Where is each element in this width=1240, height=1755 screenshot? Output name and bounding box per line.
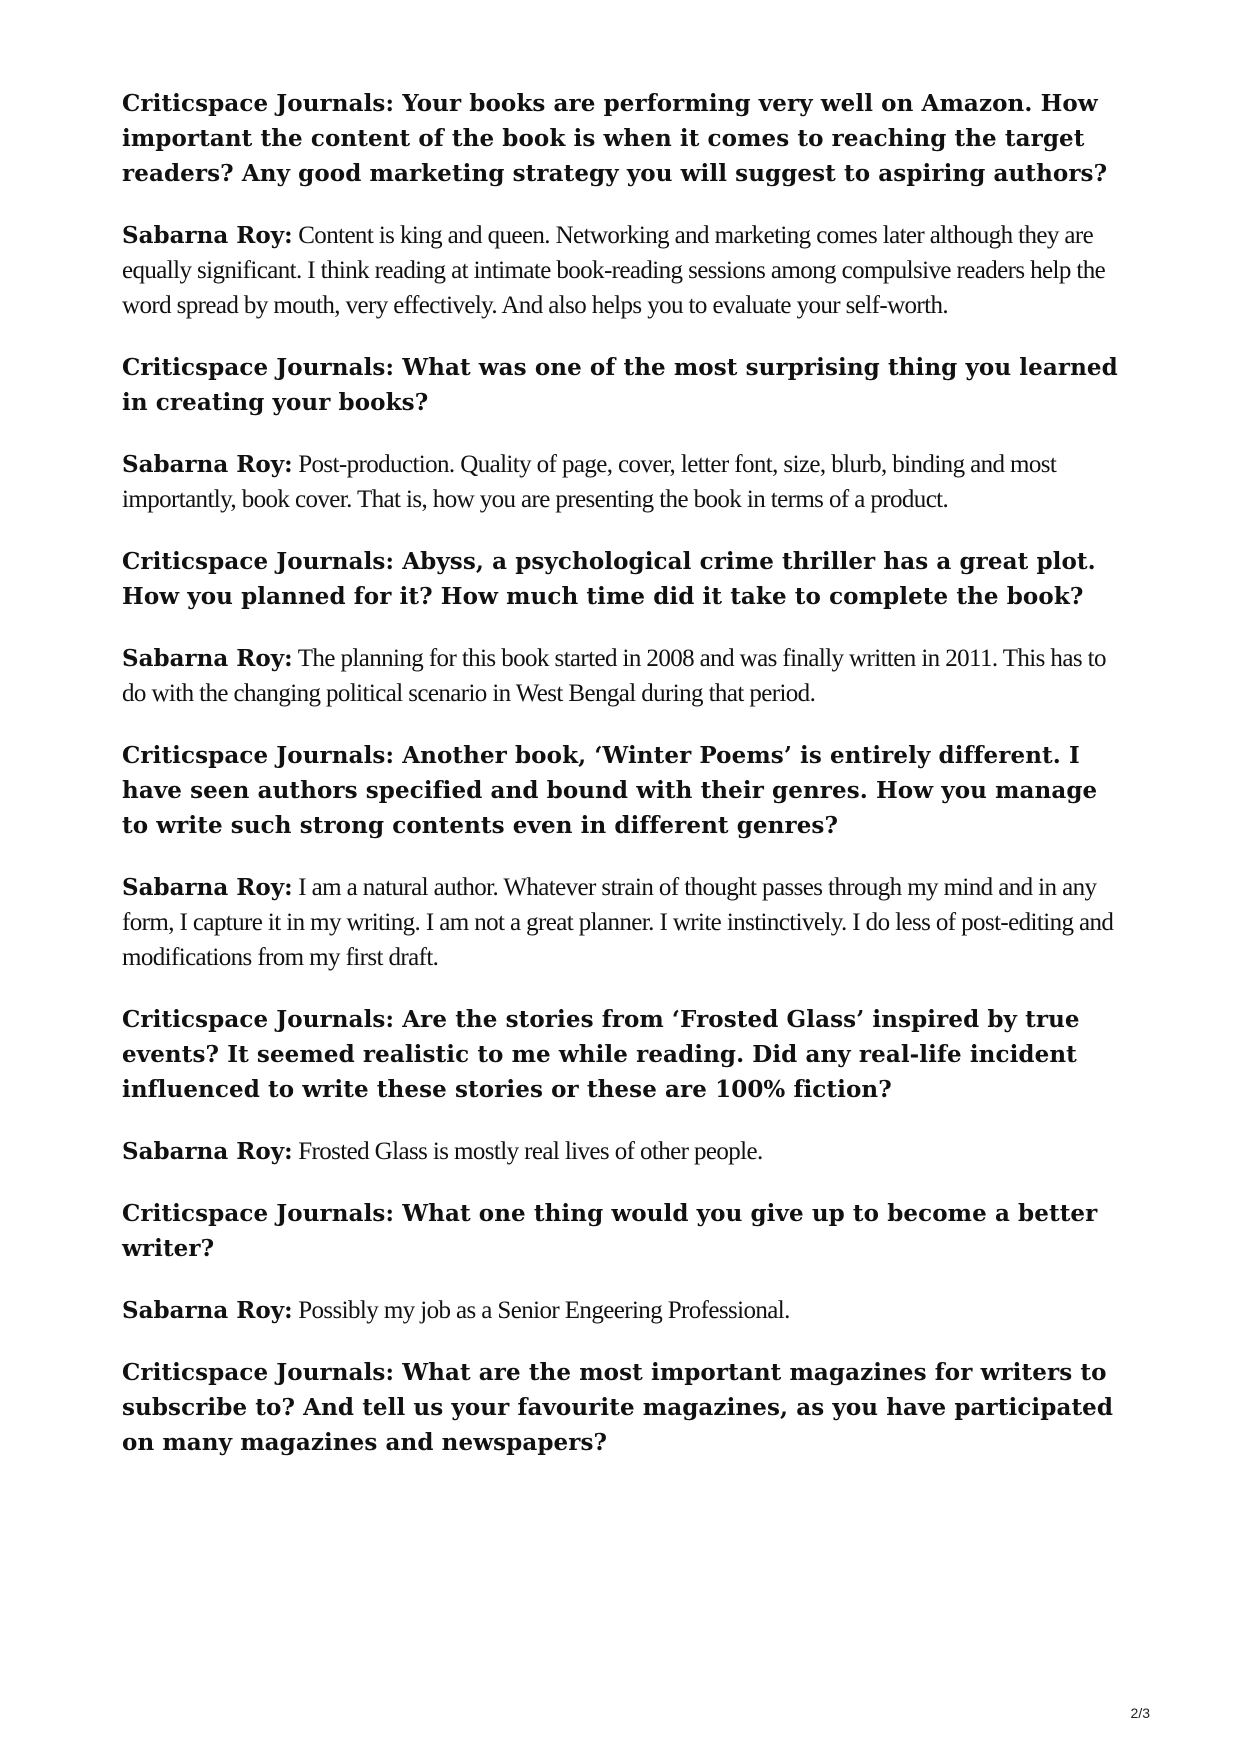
answer-speaker: Sabarna Roy: xyxy=(122,874,293,901)
interview-answer xyxy=(122,447,1122,517)
answer-text: Content is king and queen. Networking and marketing comes later although they are equally significant. I think reading at intimate book-reading sessions among compulsive readers help the word spread by mouth, very effectively. And also helps you to evaluate your self-worth. xyxy=(122,222,1106,319)
question-text: Your books are performing very well on Amazon. How important the content of the book is when it comes to reaching the target readers? Any good marketing strategy you will suggest to aspiring authors? xyxy=(122,90,1108,187)
interview-answer xyxy=(122,1293,1122,1328)
interview-question xyxy=(122,738,1122,843)
question-text: What one thing would you give up to become a better writer? xyxy=(122,1200,1098,1262)
answer-speaker: Sabarna Roy: xyxy=(122,222,293,249)
interview-question xyxy=(122,86,1122,191)
interview-question xyxy=(122,1196,1122,1266)
question-speaker: Criticspace Journals: xyxy=(122,1359,395,1386)
answer-text: Post-production. Quality of page, cover, letter font, size, blurb, binding and most importantly, book cover. That is, how you are presenting the book in terms of a product. xyxy=(122,451,1057,513)
question-text: Are the stories from ‘Frosted Glass’ inspired by true events? It seemed realistic to me while reading. Did any real-life incident influenced to write these stories or these are 100% fiction? xyxy=(122,1006,1080,1103)
question-speaker: Criticspace Journals: xyxy=(122,1200,395,1227)
question-text: Another book, ‘Winter Poems’ is entirely different. I have seen authors specified and bound with their genres. How you manage to write such strong contents even in different genres? xyxy=(122,742,1098,839)
interview-answer xyxy=(122,870,1122,975)
question-text: What was one of the most surprising thing you learned in creating your books? xyxy=(122,354,1118,416)
question-text: What are the most important magazines for writers to subscribe to? And tell us your favourite magazines, as you have participated on many magazines and newspapers? xyxy=(122,1359,1114,1456)
question-speaker: Criticspace Journals: xyxy=(122,90,395,117)
answer-speaker: Sabarna Roy: xyxy=(122,1297,293,1324)
question-speaker: Criticspace Journals: xyxy=(122,742,395,769)
interview-answer xyxy=(122,641,1122,711)
answer-text: I am a natural author. Whatever strain of thought passes through my mind and in any form, I capture it in my writing. I am not a great planner. I write instinctively. I do less of post-editing and modifications from my first draft. xyxy=(122,874,1114,971)
answer-speaker: Sabarna Roy: xyxy=(122,451,293,478)
answer-speaker: Sabarna Roy: xyxy=(122,645,293,672)
answer-text: Frosted Glass is mostly real lives of other people. xyxy=(298,1138,763,1165)
interview-question xyxy=(122,1002,1122,1107)
document-body xyxy=(122,86,1122,1487)
interview-question xyxy=(122,350,1122,420)
answer-text: Possibly my job as a Senior Engeering Professional. xyxy=(298,1297,790,1324)
question-speaker: Criticspace Journals: xyxy=(122,548,395,575)
answer-speaker: Sabarna Roy: xyxy=(122,1138,293,1165)
question-speaker: Criticspace Journals: xyxy=(122,354,395,381)
interview-question xyxy=(122,1355,1122,1460)
page-number: 2/3 xyxy=(1130,1705,1150,1721)
answer-text: The planning for this book started in 2008 and was finally written in 2011. This has to do with the changing political scenario in West Bengal during that period. xyxy=(122,645,1106,707)
interview-answer xyxy=(122,1134,1122,1169)
interview-question xyxy=(122,544,1122,614)
interview-answer xyxy=(122,218,1122,323)
question-text: Abyss, a psychological crime thriller has a great plot. How you planned for it? How much time did it take to complete the book? xyxy=(122,548,1096,610)
question-speaker: Criticspace Journals: xyxy=(122,1006,395,1033)
